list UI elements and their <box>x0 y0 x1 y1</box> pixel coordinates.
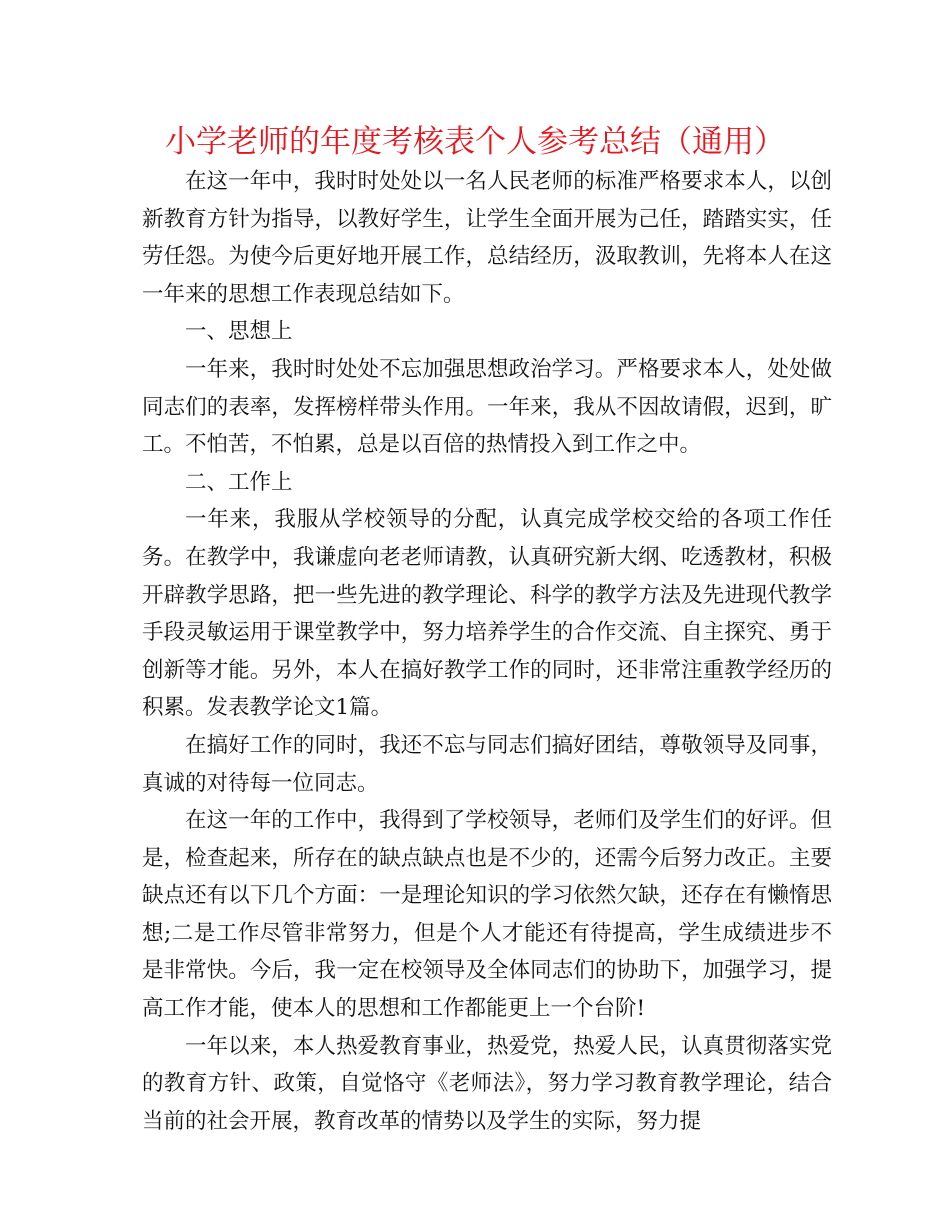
paragraph-shortcomings: 在这一年的工作中，我得到了学校领导，老师们及学生们的好评。但是，检查起来，所存在的缺点缺点也是不少的，还需今后努力改正。主要缺点还有以下几个方面：一是理论知识的学习依然欠缺，还存在有懒惰思想;二是工作尽管非常努力，但是个人才能还有待提高，学生成绩进步不是非常快。今后，我一定在校领导及全体同志们的协助下，加强学习，提高工作才能，使本人的思想和工作都能更上一个台阶! <box>142 808 832 1022</box>
section-heading-thought: 一、思想上 <box>185 319 293 345</box>
document-title: 小学老师的年度考核表个人参考总结（通用） <box>165 124 785 160</box>
paragraph-work: 一年来，我服从学校领导的分配，认真完成学校交给的各项工作任务。在教学中，我谦虚向老老师请教，认真研究新大纲、吃透教材，积极开辟教学思路，把一些先进的教学理论、科学的教学方法及先进现代教学手段灵敏运用于课堂教学中，努力培养学生的合作交流、自主探究、勇于创新等才能。另外，本人在搞好教学工作的同时，还非常注重教学经历的积累。发表教学论文1篇。 <box>142 507 832 721</box>
document-body <box>142 163 832 1140</box>
paragraph-unity: 在搞好工作的同时，我还不忘与同志们搞好团结，尊敬领导及同事，真诚的对待每一位同志。 <box>142 732 832 796</box>
section-heading-work: 二、工作上 <box>185 469 293 495</box>
paragraph-intro: 在这一年中，我时时处处以一名人民老师的标准严格要求本人，以创新教育方针为指导，以教好学生，让学生全面开展为己任，踏踏实实，任劳任怨。为使今后更好地开展工作，总结经历，汲取教训，先将本人在这一年来的思想工作表现总结如下。 <box>142 169 832 307</box>
paragraph-thought: 一年来，我时时处处不忘加强思想政治学习。严格要求本人，处处做同志们的表率，发挥榜样带头作用。一年来，我从不因故请假，迟到，旷工。不怕苦，不怕累，总是以百倍的热情投入到工作之中。 <box>142 356 832 458</box>
paragraph-conclusion: 一年以来，本人热爱教育事业，热爱党，热爱人民，认真贯彻落实党的教育方针、政策，自觉恪守《老师法》，努力学习教育教学理论，结合当前的社会开展，教育改革的情势以及学生的实际，努力提 <box>142 1033 832 1134</box>
